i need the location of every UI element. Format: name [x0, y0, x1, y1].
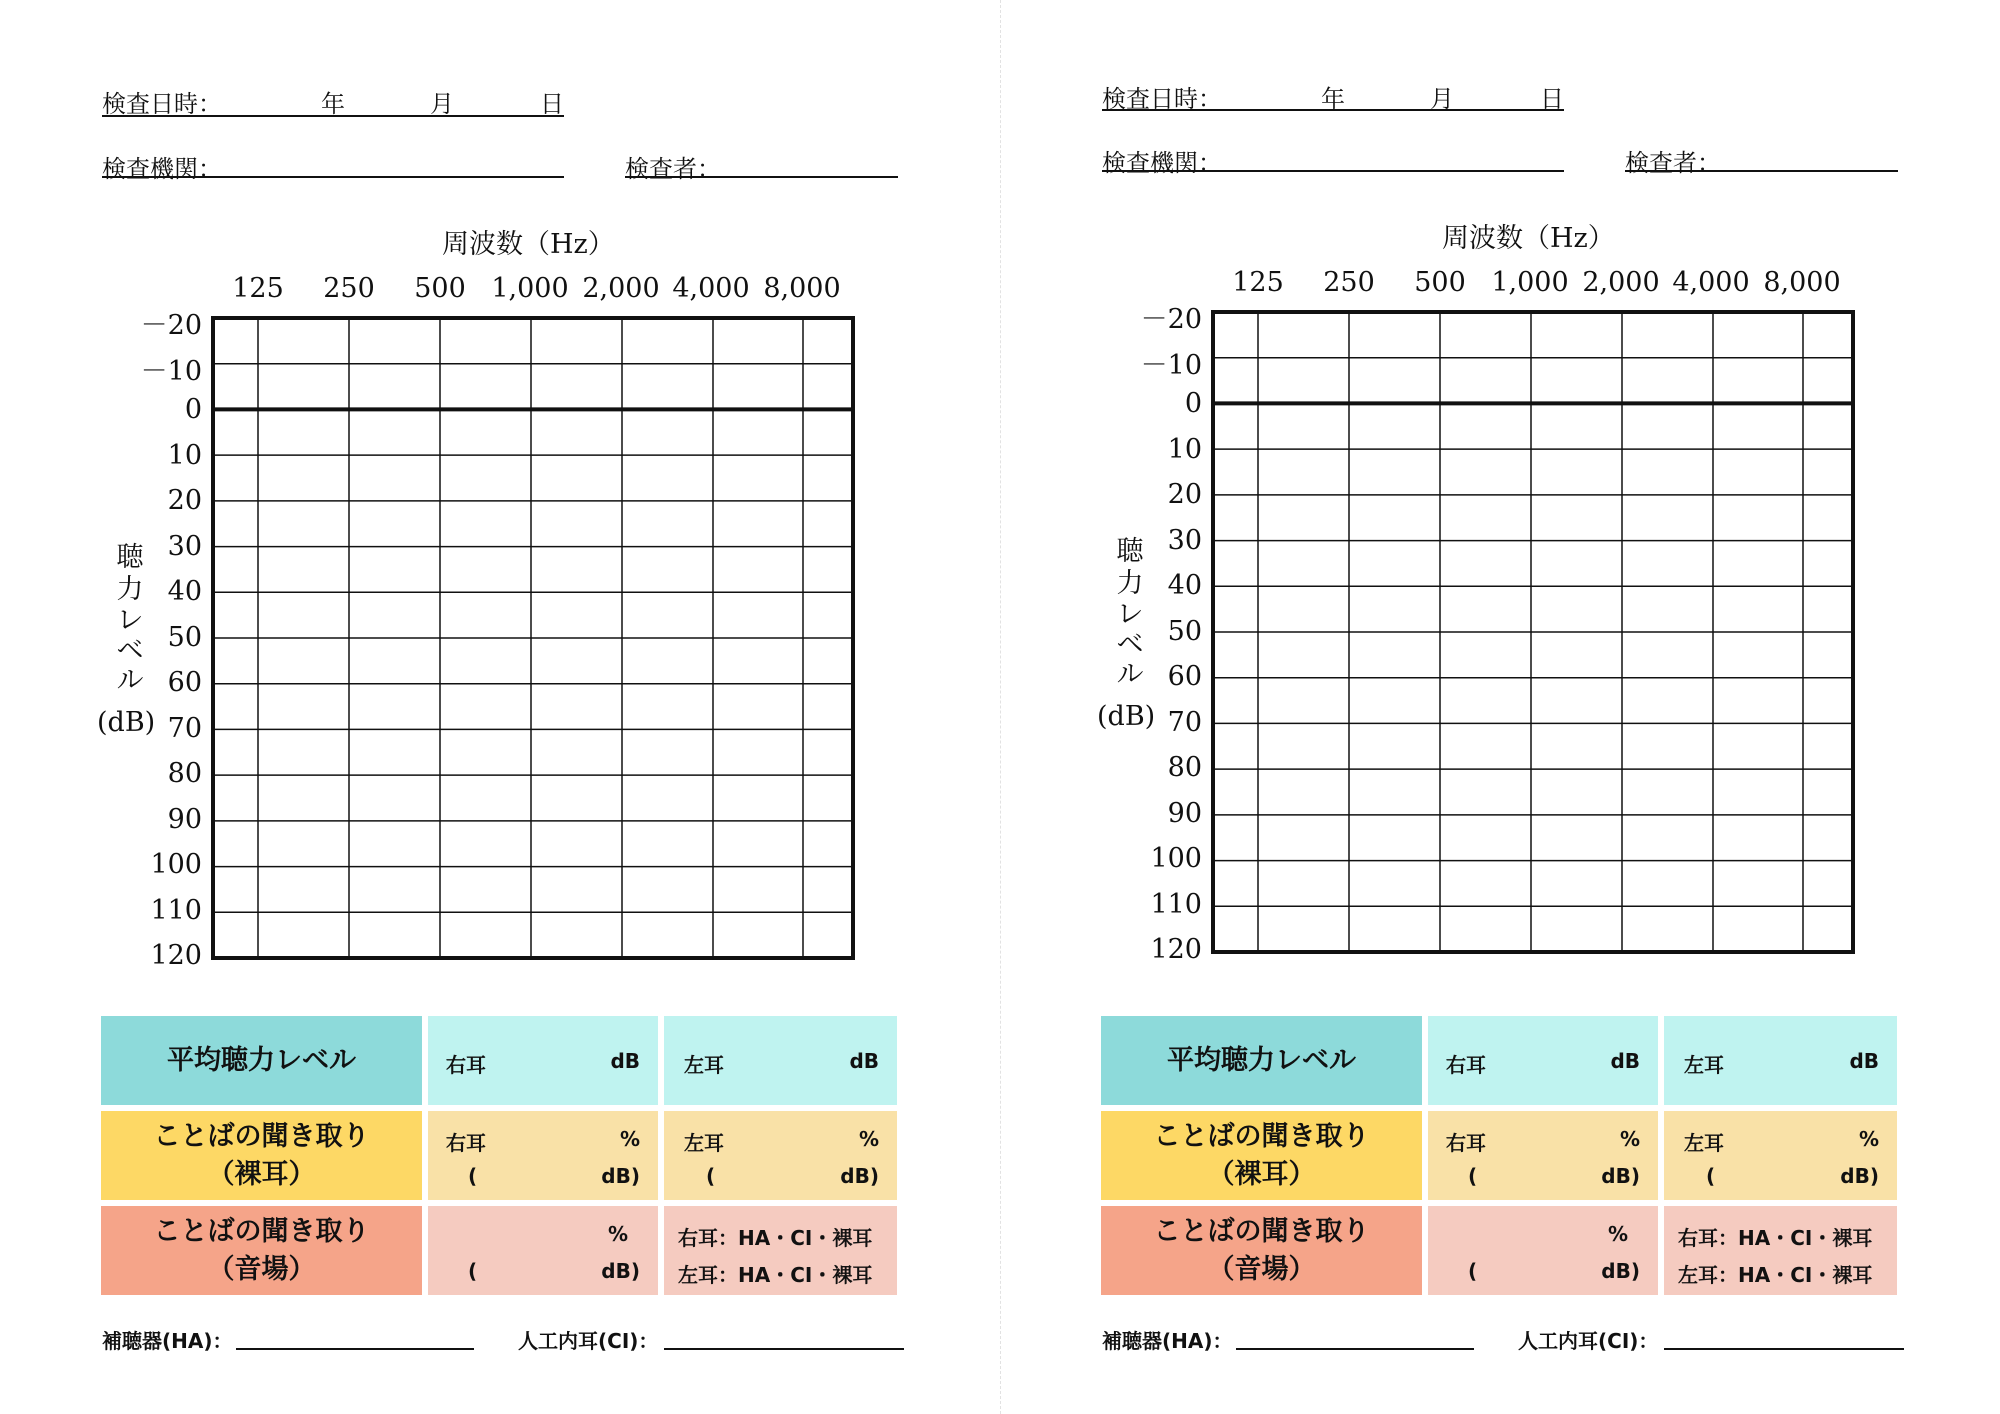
paren-open: ( [1468, 1164, 1478, 1188]
db-label: 30 [1167, 525, 1202, 556]
percent-unit: % [619, 1127, 640, 1151]
right-ear-label: 右耳 [1446, 1131, 1486, 1155]
left-ear-label: 左耳 [1684, 1053, 1724, 1077]
exam-date-label: 検査日時： [1102, 85, 1222, 113]
paren-open: ( [1468, 1259, 1478, 1283]
frequency-label-500: 500 [414, 273, 466, 304]
exam-date-label: 検査日時： [102, 90, 222, 118]
header-text: ことばの聞き取り [153, 1120, 370, 1152]
db-label: 50 [167, 622, 202, 653]
header-subtext: （裸耳） [207, 1158, 316, 1190]
percent-unit: % [1858, 1127, 1879, 1151]
frequency-label-500: 500 [1414, 267, 1466, 298]
header-text: ことばの聞き取り [153, 1215, 370, 1247]
left-ear-label: 左耳 [684, 1131, 724, 1155]
db-label: 0 [1184, 388, 1202, 419]
cochlear-implant-label: 人工内耳(CI)： [1518, 1329, 1659, 1353]
header-text: 平均聴力レベル [167, 1044, 356, 1076]
db-label: －20 [1140, 304, 1202, 335]
percent-unit: % [1607, 1222, 1628, 1246]
db-label: －10 [140, 356, 202, 387]
y-title-char: 聴 [116, 542, 144, 573]
hearing-aid-field[interactable] [1236, 1348, 1474, 1350]
db-unit: dB [1610, 1049, 1640, 1073]
frequency-label-1000: 1,000 [491, 273, 569, 304]
speech-unaided-right-cell[interactable] [1428, 1111, 1658, 1200]
cochlear-implant-field[interactable] [664, 1348, 904, 1350]
day-unit: 日 [1540, 85, 1564, 113]
db-unit: dB) [840, 1164, 879, 1188]
speech-unaided-left-cell[interactable] [1664, 1111, 1897, 1200]
db-label: 20 [167, 485, 202, 516]
frequency-label-250: 250 [1323, 267, 1375, 298]
header-subtext: （裸耳） [1207, 1158, 1316, 1190]
db-unit: dB [1849, 1049, 1879, 1073]
frequency-label-4000: 4,000 [672, 273, 750, 304]
db-label: 60 [167, 667, 202, 698]
right-ear-label: 右耳 [1446, 1053, 1486, 1077]
right-ear-label: 右耳 [446, 1131, 486, 1155]
hearing-aid-label: 補聴器(HA)： [102, 1329, 233, 1353]
audiogram-grid[interactable] [1213, 312, 1853, 952]
year-unit: 年 [1321, 85, 1345, 113]
db-unit: dB) [1601, 1164, 1640, 1188]
y-title-char: 力 [1116, 568, 1144, 599]
db-label: 100 [1150, 843, 1202, 874]
db-label: 10 [167, 440, 202, 471]
db-label: 90 [1167, 798, 1202, 829]
db-unit: dB [610, 1049, 640, 1073]
exam-facility-field[interactable] [1102, 170, 1564, 172]
y-title-char: ベ [1116, 629, 1144, 660]
db-label: 100 [150, 849, 202, 880]
year-unit: 年 [321, 90, 345, 118]
db-unit: dB) [601, 1259, 640, 1283]
examiner-label: 検査者： [1625, 149, 1721, 177]
speech-soundfield-device-cell[interactable] [664, 1206, 897, 1295]
frequency-label-1000: 1,000 [1491, 267, 1569, 298]
frequency-axis-title: 周波数（Hz） [442, 229, 615, 260]
day-unit: 日 [540, 90, 564, 118]
frequency-label-125: 125 [1232, 267, 1284, 298]
db-label: 40 [1167, 570, 1202, 601]
speech-soundfield-score-cell[interactable] [1428, 1206, 1658, 1295]
left-ear-device-options: 左耳：HA・CI・裸耳 [1678, 1263, 1873, 1287]
db-label: 40 [167, 576, 202, 607]
frequency-axis-title: 周波数（Hz） [1442, 223, 1615, 254]
db-label: －20 [140, 310, 202, 341]
db-label: 20 [1167, 479, 1202, 510]
db-label: 10 [1167, 434, 1202, 465]
y-title-char: レ [116, 605, 144, 636]
db-label: 50 [1167, 616, 1202, 647]
right-ear-device-options: 右耳：HA・CI・裸耳 [1678, 1226, 1873, 1250]
examiner-field[interactable] [625, 176, 898, 178]
db-label: 80 [1167, 752, 1202, 783]
average-hearing-left-cell[interactable] [664, 1016, 897, 1105]
speech-soundfield-header [1101, 1206, 1422, 1295]
y-title-unit: (dB) [1097, 701, 1156, 732]
db-label: 80 [167, 758, 202, 789]
left-ear-label: 左耳 [684, 1053, 724, 1077]
audiogram-sheet-right [1000, 0, 2000, 1414]
db-unit: dB [849, 1049, 879, 1073]
exam-facility-label: 検査機関： [102, 155, 222, 183]
paren-open: ( [1706, 1164, 1716, 1188]
frequency-label-2000: 2,000 [582, 273, 660, 304]
left-ear-device-options: 左耳：HA・CI・裸耳 [678, 1263, 873, 1287]
y-title-char: レ [1116, 599, 1144, 630]
db-label: 110 [1150, 889, 1202, 920]
exam-facility-field[interactable] [102, 176, 564, 178]
percent-unit: % [858, 1127, 879, 1151]
average-hearing-right-cell[interactable] [1428, 1016, 1658, 1105]
paren-open: ( [468, 1164, 478, 1188]
header-subtext: （音場） [1207, 1253, 1316, 1285]
speech-soundfield-header [101, 1206, 422, 1295]
y-title-unit: (dB) [97, 707, 156, 738]
cochlear-implant-field[interactable] [1664, 1348, 1904, 1350]
db-label: 120 [1150, 934, 1202, 965]
average-hearing-level-header [101, 1016, 422, 1105]
percent-unit: % [1619, 1127, 1640, 1151]
cochlear-implant-label: 人工内耳(CI)： [518, 1329, 659, 1353]
frequency-label-250: 250 [323, 273, 375, 304]
speech-unaided-left-cell[interactable] [664, 1111, 897, 1200]
speech-unaided-header [1101, 1111, 1422, 1200]
examiner-label: 検査者： [625, 155, 721, 183]
db-label: 0 [184, 394, 202, 425]
percent-unit: % [607, 1222, 628, 1246]
frequency-label-8000: 8,000 [1763, 267, 1841, 298]
header-text: ことばの聞き取り [1153, 1120, 1370, 1152]
db-label: 60 [1167, 661, 1202, 692]
right-ear-device-options: 右耳：HA・CI・裸耳 [678, 1226, 873, 1250]
frequency-label-4000: 4,000 [1672, 267, 1750, 298]
db-label: 70 [1167, 707, 1202, 738]
paren-open: ( [468, 1259, 478, 1283]
db-label: 110 [150, 895, 202, 926]
average-hearing-right-cell[interactable] [428, 1016, 658, 1105]
db-label: 70 [167, 713, 202, 744]
exam-facility-label: 検査機関： [1102, 149, 1222, 177]
left-ear-label: 左耳 [1684, 1131, 1724, 1155]
average-hearing-level-header [1101, 1016, 1422, 1105]
hearing-aid-field[interactable] [236, 1348, 474, 1350]
month-unit: 月 [430, 90, 454, 118]
y-title-char: 力 [116, 574, 144, 605]
header-text: ことばの聞き取り [1153, 1215, 1370, 1247]
frequency-label-2000: 2,000 [1582, 267, 1660, 298]
header-text: 平均聴力レベル [1167, 1044, 1356, 1076]
y-title-char: ル [116, 665, 144, 696]
average-hearing-left-cell[interactable] [1664, 1016, 1897, 1105]
db-unit: dB) [1840, 1164, 1879, 1188]
db-label: 120 [150, 940, 202, 971]
month-unit: 月 [1430, 85, 1454, 113]
db-label: 90 [167, 804, 202, 835]
speech-soundfield-score-cell[interactable] [428, 1206, 658, 1295]
y-title-char: 聴 [1116, 536, 1144, 567]
header-subtext: （音場） [207, 1253, 316, 1285]
speech-soundfield-device-cell[interactable] [1664, 1206, 1897, 1295]
hearing-aid-label: 補聴器(HA)： [1102, 1329, 1233, 1353]
speech-unaided-header [101, 1111, 422, 1200]
db-label: 30 [167, 531, 202, 562]
frequency-label-8000: 8,000 [763, 273, 841, 304]
audiogram-grid[interactable] [213, 318, 853, 958]
examiner-field[interactable] [1625, 170, 1898, 172]
db-unit: dB) [1601, 1259, 1640, 1283]
db-unit: dB) [601, 1164, 640, 1188]
right-ear-label: 右耳 [446, 1053, 486, 1077]
speech-unaided-right-cell[interactable] [428, 1111, 658, 1200]
db-label: －10 [1140, 350, 1202, 381]
y-title-char: ル [1116, 659, 1144, 690]
frequency-label-125: 125 [232, 273, 284, 304]
paren-open: ( [706, 1164, 716, 1188]
y-title-char: ベ [116, 635, 144, 666]
